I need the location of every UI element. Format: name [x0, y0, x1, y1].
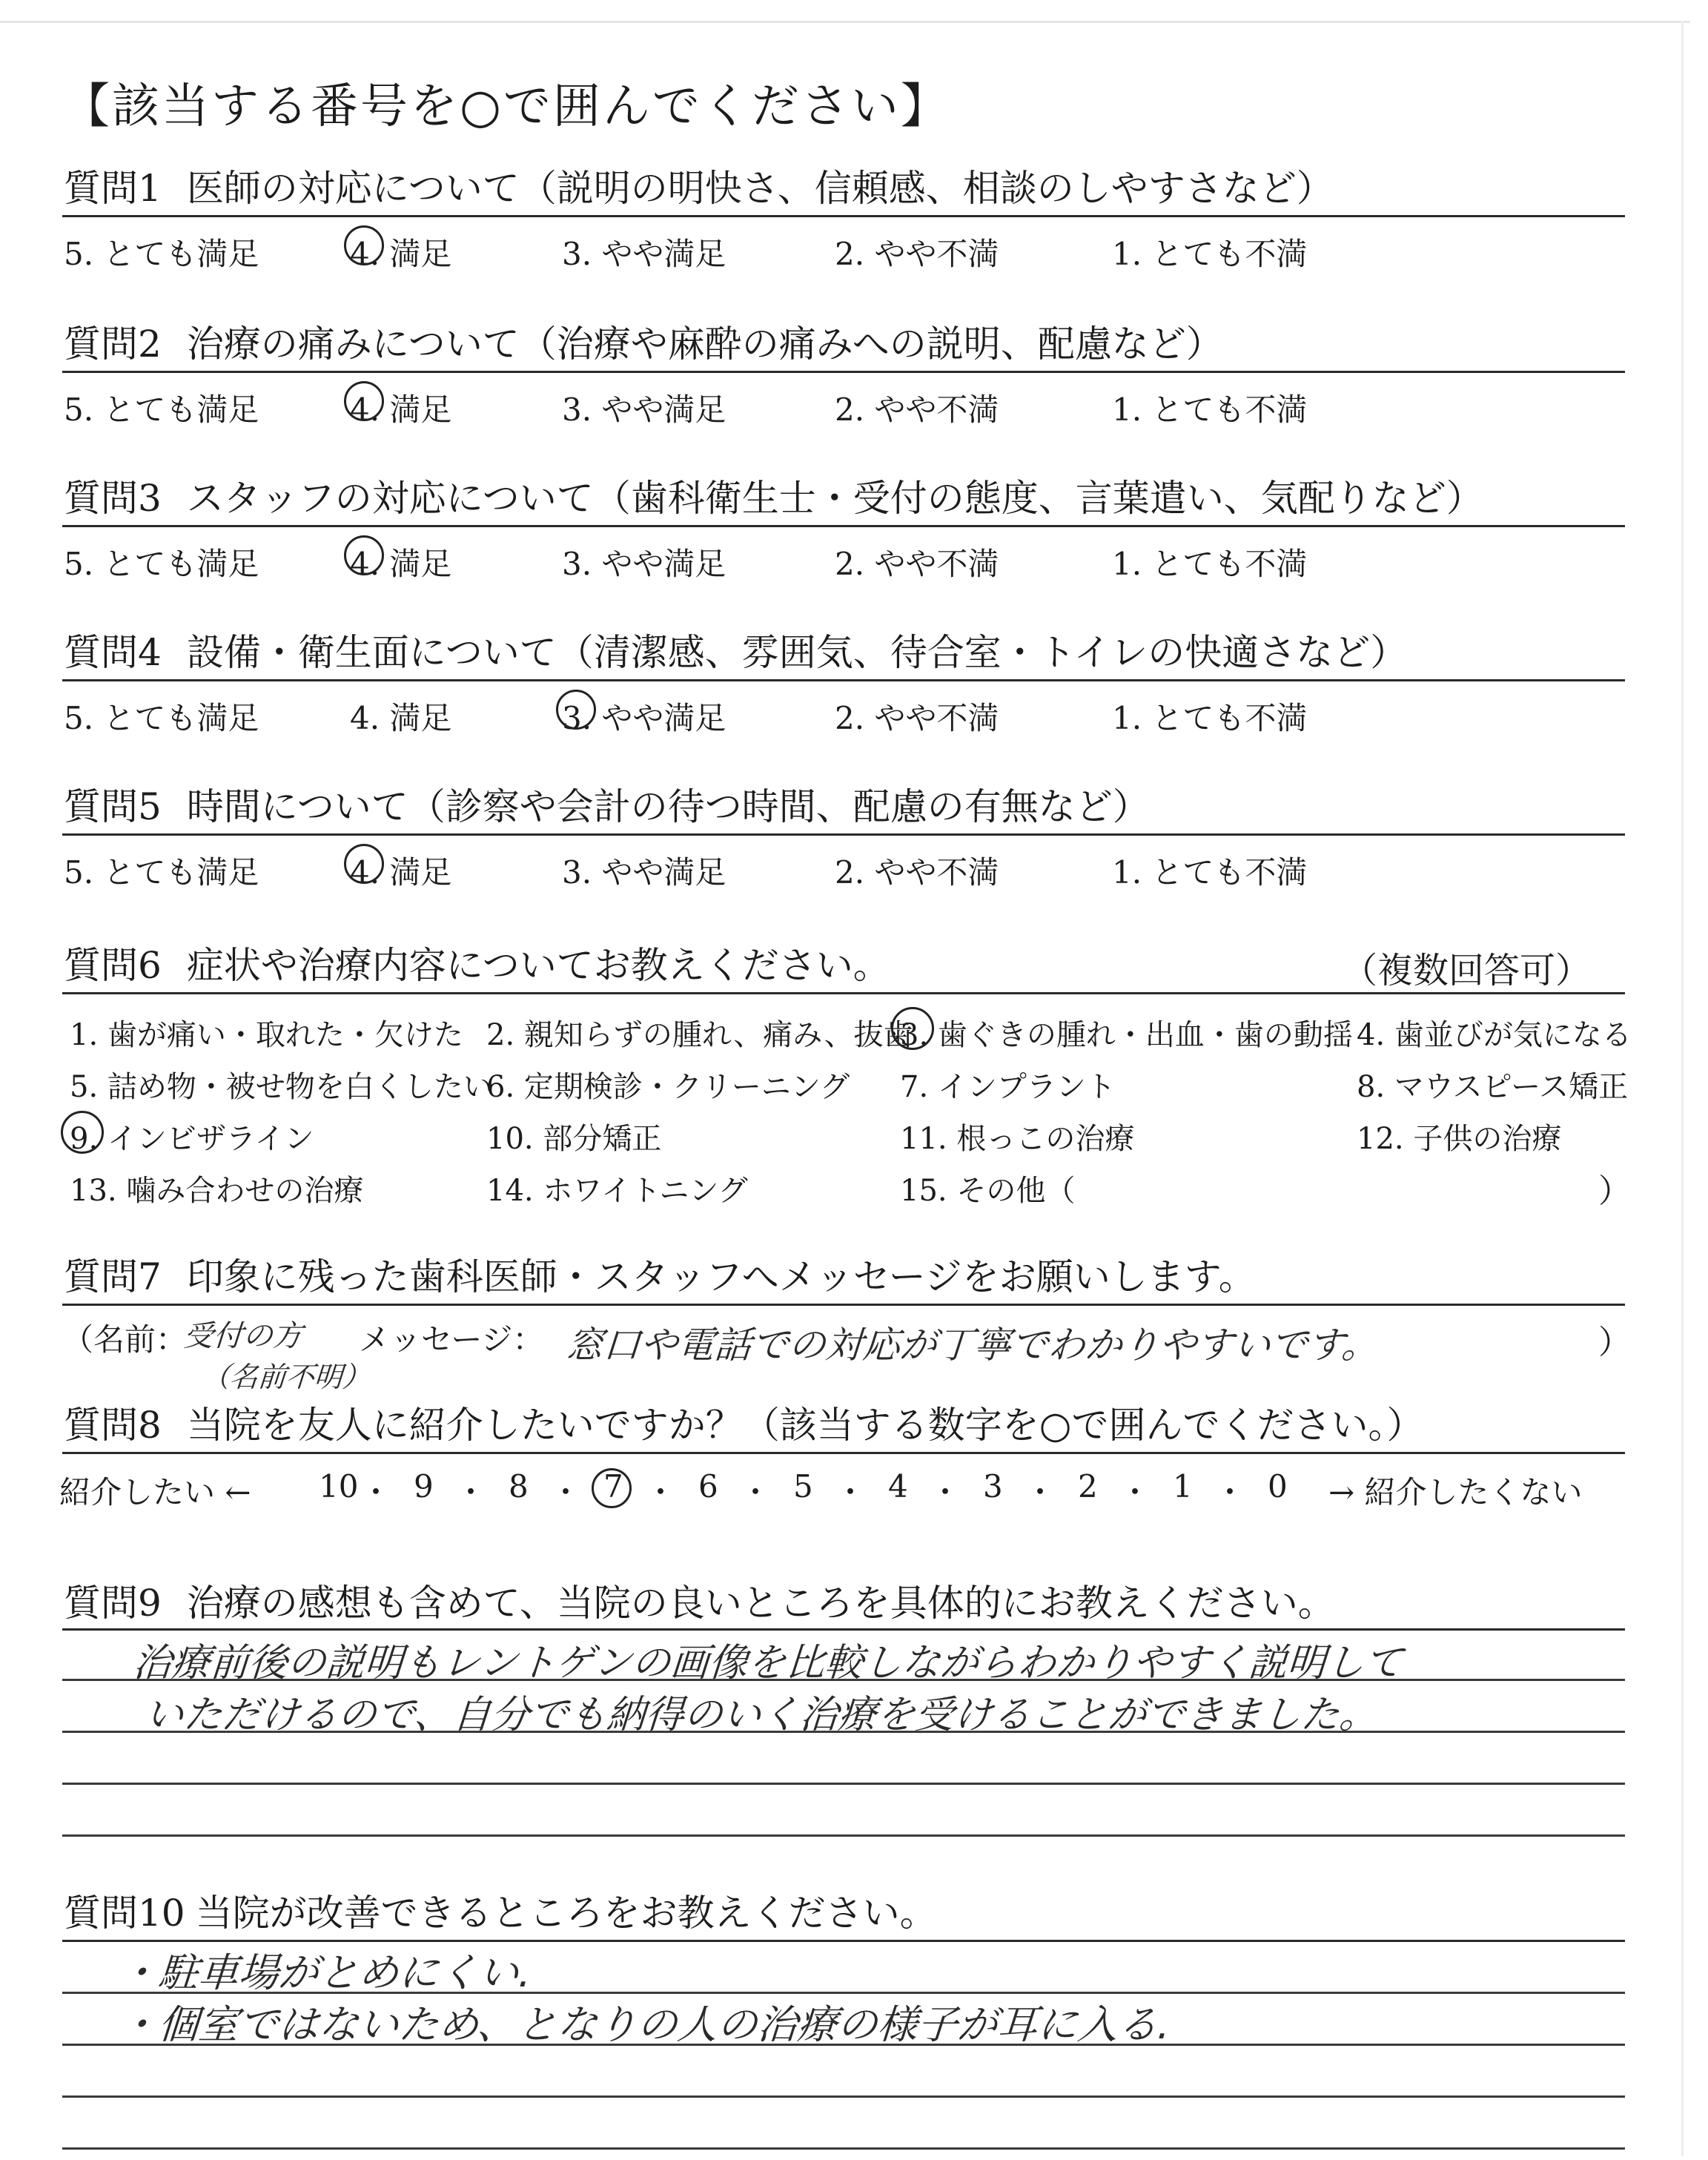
rule-q4	[62, 679, 1625, 681]
rating-option[interactable]	[1112, 386, 1307, 430]
symptom-option[interactable]	[70, 1115, 314, 1157]
recommend-value-label: 8	[509, 1468, 529, 1505]
rating-option[interactable]	[835, 230, 999, 274]
selection-circle	[344, 844, 384, 884]
symptom-option[interactable]	[70, 1011, 463, 1054]
symptom-option[interactable]	[486, 1167, 748, 1209]
symptom-option[interactable]	[486, 1063, 850, 1106]
question-number: 質問1	[64, 167, 162, 210]
rating-option-label: 2. やや不満	[835, 854, 999, 891]
symptom-option[interactable]	[900, 1011, 1353, 1054]
rule-q3	[62, 525, 1625, 527]
question-title	[64, 783, 1623, 830]
answer-line	[62, 2147, 1625, 2150]
symptom-option-label: 15. その他（	[900, 1174, 1076, 1208]
symptom-option-label: 9. インビザライン	[70, 1122, 314, 1156]
question-title	[64, 475, 1623, 522]
selection-circle	[61, 1111, 104, 1154]
rule-q9	[62, 1628, 1625, 1631]
question-number: 質問4	[64, 631, 162, 674]
symptom-option[interactable]	[900, 1167, 1075, 1209]
question-number: 質問2	[64, 323, 162, 366]
question-title	[64, 165, 1623, 212]
rating-option-label: 5. とても満足	[64, 236, 259, 272]
question-5	[64, 783, 1623, 891]
symptom-option-label: 2. 親知らずの腫れ、痛み、抜歯	[486, 1018, 913, 1052]
rating-option-label: 2. やや不満	[835, 392, 999, 428]
symptom-option-label: 11. 根っこの治療	[900, 1122, 1135, 1156]
symptom-option[interactable]	[1357, 1011, 1632, 1054]
rating-option-label: 3. やや満足	[562, 236, 726, 272]
message-closing-paren: ）	[1598, 1324, 1631, 1361]
rating-option[interactable]	[1112, 540, 1307, 584]
handwritten-improvement-2: ・個室ではないため、となりの人の治療の様子が耳に入る.	[116, 2001, 1172, 2048]
question-number: 質問3	[64, 477, 162, 520]
rule-q7	[62, 1304, 1625, 1306]
question-text: 医師の対応について（説明の明快さ、信頼感、相談のしやすさなど）	[186, 167, 1334, 210]
symptom-option[interactable]	[1357, 1115, 1561, 1157]
recommend-value-label: 7	[603, 1468, 623, 1505]
rating-option-label: 4. 満足	[350, 392, 452, 428]
rating-option-label: 5. とても満足	[64, 854, 259, 891]
question-text: 当院を友人に紹介したいですか？（該当する数字を○で囲んでください。）	[186, 1404, 1424, 1447]
recommend-label-left: 紹介したい ←	[59, 1474, 251, 1510]
scale-separator: ・	[1025, 1474, 1056, 1510]
rating-option-label: 1. とても不満	[1112, 392, 1308, 428]
rating-option-label: 1. とても不満	[1112, 236, 1308, 272]
rating-option[interactable]	[350, 848, 451, 893]
recommend-value-label: 9	[414, 1468, 434, 1505]
selection-circle	[344, 381, 384, 421]
recommend-value-label: 4	[888, 1468, 908, 1505]
rating-option[interactable]	[835, 694, 999, 739]
question-6	[64, 942, 1623, 989]
symptom-option-label: 3. 歯ぐきの腫れ・出血・歯の動揺	[900, 1018, 1353, 1052]
rating-option[interactable]	[350, 230, 451, 274]
rating-option[interactable]	[350, 386, 451, 430]
question-title	[64, 320, 1623, 368]
symptom-option-label: 10. 部分矯正	[486, 1122, 662, 1156]
question-title	[64, 629, 1623, 676]
symptom-option[interactable]	[900, 1063, 1116, 1106]
question-number: 質問10	[64, 1892, 185, 1935]
symptom-option-label: 14. ホワイトニング	[486, 1174, 748, 1208]
handwritten-answer-line-2: いただけるので、自分でも納得のいく治療を受けることができました。	[143, 1693, 1380, 1737]
scale-separator: ・	[835, 1474, 867, 1510]
rating-option-label: 4. 満足	[350, 854, 452, 891]
multiple-answer-note: （複数回答可）	[1341, 950, 1591, 991]
message-label: メッセージ：	[359, 1321, 544, 1358]
rating-option-label: 1. とても不満	[1112, 700, 1308, 736]
question-3	[64, 475, 1623, 582]
rating-option[interactable]	[835, 386, 999, 430]
rating-option-label: 1. とても不満	[1112, 854, 1308, 891]
symptom-option[interactable]	[486, 1011, 913, 1054]
question-title	[64, 1579, 1623, 1627]
question-text: 治療の痛みについて（治療や麻酔の痛みへの説明、配慮など）	[186, 323, 1223, 366]
question-text: スタッフの対応について（歯科衛生士・受付の態度、言葉遣い、気配りなど）	[186, 477, 1483, 520]
rule-q8	[62, 1452, 1625, 1454]
rule-q1	[62, 215, 1625, 217]
rating-option-label: 4. 満足	[350, 236, 452, 272]
symptom-option-label: 1. 歯が痛い・取れた・欠けた	[70, 1018, 463, 1052]
rating-option-label: 5. とても満足	[64, 392, 259, 428]
symptom-option[interactable]	[900, 1115, 1134, 1157]
rating-option[interactable]	[562, 230, 726, 274]
recommend-value-label: 2	[1078, 1468, 1098, 1505]
handwritten-answer-line-1: 治療前後の説明もレントゲンの画像を比較しながらわかりやすく説明して	[131, 1641, 1405, 1685]
question-text: 設備・衛生面について（清潔感、雰囲気、待合室・トイレの快適さなど）	[186, 631, 1408, 674]
symptom-option-label: 5. 詰め物・被せ物を白くしたい	[70, 1070, 493, 1104]
question-2	[64, 320, 1623, 428]
question-number: 質問6	[64, 944, 162, 987]
answer-line	[62, 1834, 1625, 1837]
rating-option[interactable]	[64, 540, 259, 584]
question-4	[64, 629, 1623, 736]
rule-q6	[62, 992, 1625, 994]
scale-separator: ・	[550, 1474, 582, 1510]
question-title	[64, 1889, 1623, 1937]
recommend-value-label: 1	[1173, 1468, 1193, 1505]
answer-line	[62, 1783, 1625, 1785]
rating-option[interactable]	[835, 540, 999, 584]
scale-separator: ・	[740, 1474, 772, 1510]
question-number: 質問8	[64, 1404, 162, 1447]
question-9	[64, 1579, 1623, 1627]
handwritten-message: 窓口や電話での対応が丁寧でわかりやすいです。	[564, 1324, 1380, 1367]
other-closing-paren: ）	[1598, 1172, 1631, 1210]
handwritten-improvement-1: ・駐車場がとめにくい.	[116, 1949, 534, 1996]
rating-option-label: 2. やや不満	[835, 236, 999, 272]
rating-option[interactable]	[562, 848, 726, 893]
question-text: 治療の感想も含めて、当院の良いところを具体的にお教えください。	[186, 1582, 1335, 1625]
handwritten-name: 受付の方	[182, 1319, 304, 1353]
question-text: 時間について（診察や会計の待つ時間、配慮の有無など）	[186, 785, 1150, 828]
recommend-value-label: 6	[698, 1468, 718, 1505]
selection-circle	[344, 225, 384, 265]
rating-option[interactable]	[64, 230, 259, 274]
rating-option[interactable]	[1112, 230, 1307, 274]
rule-q5	[62, 833, 1625, 836]
scale-separator: ・	[1214, 1474, 1246, 1510]
rating-option[interactable]	[562, 386, 726, 430]
selection-circle	[344, 535, 384, 575]
rating-option-label: 2. やや不満	[835, 700, 999, 736]
rating-option-label: 3. やや満足	[562, 854, 726, 891]
rating-option[interactable]	[64, 848, 259, 893]
rating-option-label: 5. とても満足	[64, 700, 259, 736]
question-text: 症状や治療内容についてお教えください。	[186, 944, 890, 987]
symptom-option-label: 4. 歯並びが気になる	[1357, 1018, 1632, 1052]
question-number: 質問5	[64, 785, 162, 828]
question-7	[64, 1253, 1623, 1301]
question-number: 質問7	[64, 1255, 162, 1298]
form-header: 【該当する番号を○で囲んでください】	[62, 79, 950, 134]
rating-option[interactable]	[64, 694, 259, 739]
scan-edge-top	[0, 21, 1690, 23]
selection-circle	[891, 1007, 934, 1050]
rule-q2	[62, 371, 1625, 373]
answer-line	[62, 2095, 1625, 2098]
recommend-value-label: 3	[983, 1468, 1003, 1505]
symptom-option-label: 13. 噛み合わせの治療	[70, 1174, 364, 1208]
rating-option-label: 5. とても満足	[64, 546, 259, 582]
question-1	[64, 165, 1623, 272]
rating-option-label: 3. やや満足	[562, 392, 726, 428]
rating-option[interactable]	[835, 848, 999, 893]
name-label: （名前：	[62, 1321, 188, 1358]
question-8	[64, 1401, 1623, 1449]
question-title	[64, 1253, 1623, 1301]
rating-option-label: 3. やや満足	[562, 700, 726, 736]
recommend-value-label: 0	[1268, 1468, 1288, 1505]
rating-option[interactable]	[350, 694, 451, 739]
rating-option-label: 4. 満足	[350, 546, 452, 582]
rating-option[interactable]	[64, 386, 259, 430]
scale-separator: ・	[930, 1474, 961, 1510]
question-number: 質問9	[64, 1582, 162, 1625]
rating-option[interactable]	[562, 540, 726, 584]
symptom-option-label: 8. マウスピース矯正	[1357, 1070, 1629, 1104]
handwritten-name-note: （名前不明）	[200, 1361, 372, 1393]
rating-option[interactable]	[1112, 694, 1307, 739]
rating-option-label: 1. とても不満	[1112, 546, 1308, 582]
scale-separator: ・	[645, 1474, 677, 1510]
rating-option-label: 2. やや不満	[835, 546, 999, 582]
rating-option[interactable]	[562, 694, 726, 739]
rating-option[interactable]	[350, 540, 451, 584]
symptom-option[interactable]	[70, 1167, 363, 1209]
scale-separator: ・	[360, 1474, 392, 1510]
recommend-label-right: → 紹介したくない	[1328, 1474, 1583, 1510]
rating-option[interactable]	[1112, 848, 1307, 893]
rating-option-label: 3. やや満足	[562, 546, 726, 582]
question-10	[64, 1889, 1623, 1937]
scan-edge-right	[1681, 21, 1684, 2156]
scale-separator: ・	[1119, 1474, 1151, 1510]
selection-circle	[556, 690, 596, 730]
symptom-option-label: 7. インプラント	[900, 1070, 1116, 1104]
question-text: 当院が改善できるところをお教えください。	[195, 1892, 937, 1935]
scale-separator: ・	[455, 1474, 487, 1510]
recommend-value-label: 10	[319, 1468, 359, 1505]
question-text: 印象に残った歯科医師・スタッフへメッセージをお願いします。	[186, 1255, 1256, 1298]
selection-circle	[592, 1468, 632, 1508]
question-title	[64, 1401, 1623, 1449]
symptom-option[interactable]	[70, 1063, 493, 1106]
symptom-option-label: 6. 定期検診・クリーニング	[486, 1070, 850, 1104]
recommend-value-label: 5	[793, 1468, 813, 1505]
symptom-option[interactable]	[486, 1115, 661, 1157]
rating-option-label: 4. 満足	[350, 700, 452, 736]
symptom-option-label: 12. 子供の治療	[1357, 1122, 1562, 1156]
symptom-option[interactable]	[1357, 1063, 1628, 1106]
